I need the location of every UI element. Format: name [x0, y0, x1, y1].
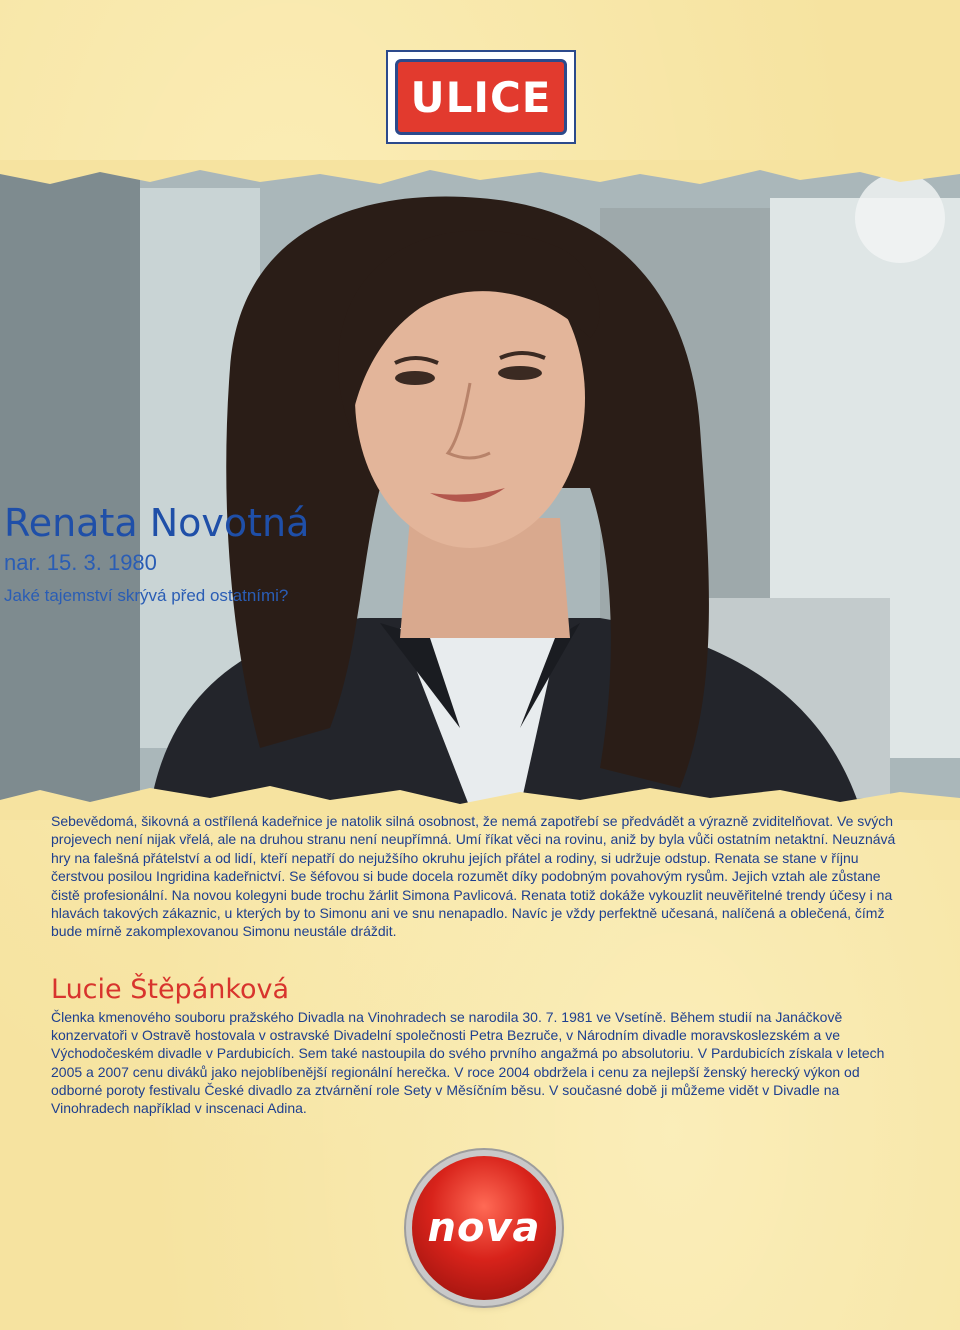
nova-logo-text: nova [427, 1205, 541, 1251]
nova-logo [412, 1156, 556, 1300]
character-name: Renata Novotná [4, 501, 310, 545]
actor-biography: Členka kmenového souboru pražského Divadla na Vinohradech se narodila 30. 7. 1981 ve Vsetíně. Během studií na Janáčkově konzervatoři v Ostravě hostovala v ostravské Divadelní společnosti Petra Bezruče, v Národním divadle moravskoslezském a ve Východočeském divadle v Pardubicích. Sem také nastoupila do svého prvního angažmá po absolutoriu. V Pardubicích získala v letech 2005 a 2007 cenu diváků jako nejoblíbenější regionální herečka. V roce 2004 obdržela i cenu za nejlepší ženský herecký výkon od odborné poroty festivalu České divadlo za ztvárnění role Sety v Měsíčním běsu. V současné době ji můžeme vidět v Divadle na Vinohradech například v inscenaci Adina. [51, 1009, 885, 1117]
ulice-logo [386, 50, 576, 144]
portrait-illustration [0, 168, 960, 808]
ulice-logo-text: ULICE [410, 72, 552, 122]
character-description: Sebevědomá, šikovná a ostřílená kadeřnice je natolik silná osobnost, že nemá zapotřebí se předvádět a výrazně zviditelňovat. Ve svých projevech není nijak vřelá, ale na druhou stranu není neupřímná. Umí říkat věci na rovinu, aniž by byla vůči ostatním netaktní. Neuznává hry na falešná přátelství a od lidí, kteří nepatří do nejužšího okruhu jejích přátel a rodiny, si udržuje odstup. Renata se stane v říjnu čerstvou posilou Ingridina kadeřnictví. Se šéfovou si bude docela rozumět díky podobným povahovým rysům. Jejich vztah ale zůstane čistě profesionální. Na novou kolegyni bude trochu žárlit Simona Pavlicová. Renata totiž dokáže vykouzlit neuvěřitelné trendy účesy i na hlavách takových zákaznic, u kterých by to Simonu ani ve snu nenapadlo. Navíc je vždy perfektně učesaná, nalíčená a oblečená, čímž bude mírně zakomplexovanou Simonu neustále dráždit. [51, 813, 896, 940]
torn-paper-edge-top [0, 160, 960, 200]
portrait-photo [0, 168, 960, 808]
teaser-question: Jaké tajemství skrývá před ostatními? [4, 586, 289, 605]
character-title-block [4, 500, 309, 608]
birth-date: nar. 15. 3. 1980 [4, 550, 157, 575]
ulice-logo-plate [395, 59, 567, 135]
actor-name: Lucie Štěpánková [51, 974, 290, 1005]
